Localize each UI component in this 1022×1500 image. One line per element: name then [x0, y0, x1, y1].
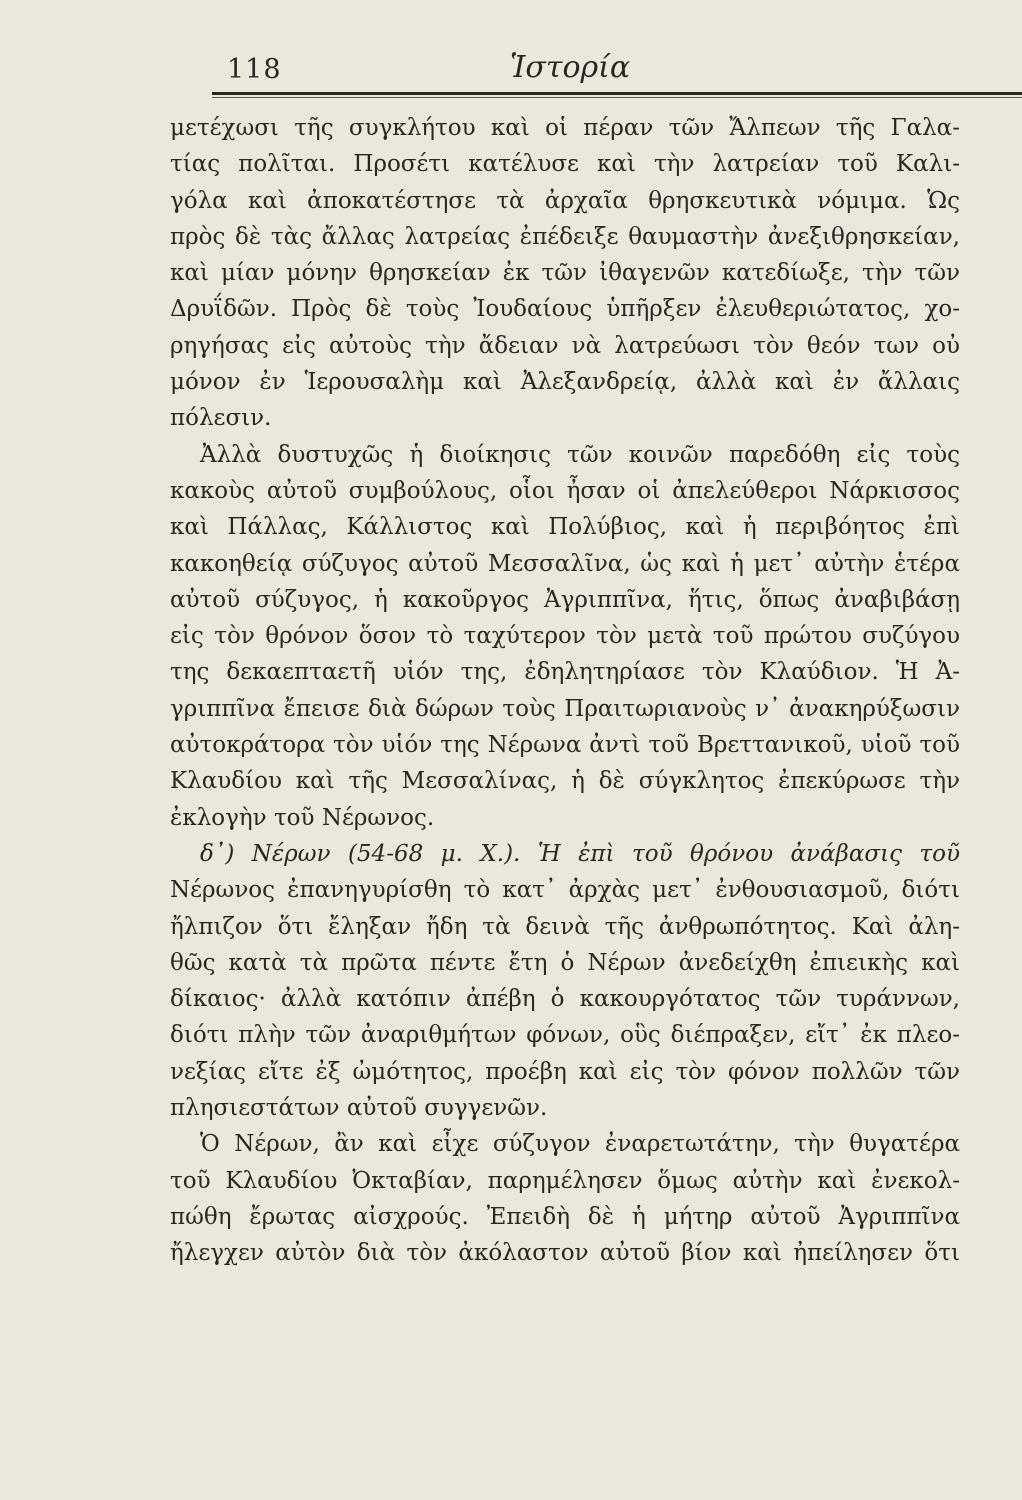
- text-line: γόλα καὶ ἀποκατέστησε τὰ ἀρχαῖα θρησκευτικὰ νόμιμα. Ὡς: [170, 187, 960, 214]
- text-line: Κλαυδίου καὶ τῆς Μεσσαλίνας, ἡ δὲ σύγκλητος ἐπεκύρωσε τὴν: [170, 768, 960, 795]
- paragraph-start: Ἀλλὰ δυστυχῶς ἡ διοίκησις τῶν κοινῶν παρεδόθη εἰς τοὺς: [200, 441, 960, 468]
- text-line: εἰς τὸν θρόνον ὅσον τὸ ταχύτερον τὸν μετὰ τοῦ πρώτου συζύγου: [170, 623, 960, 650]
- text-line: αὐτοῦ σύζυγος, ἡ κακοῦργος Ἀγριππῖνα, ἥτις, ὅπως ἀναβιβάσῃ: [170, 586, 960, 613]
- text-line: πόλεσιν.: [170, 405, 272, 432]
- section-heading-nero: δ᾽) Νέρων (54-68 μ. Χ.). Ἡ ἐπὶ τοῦ θρόνου ἀνάβασις τοῦ: [200, 840, 960, 867]
- text-line: θῶς κατὰ τὰ πρῶτα πέντε ἔτη ὁ Νέρων ἀνεδείχθη ἐπιεικὴς καὶ: [170, 949, 960, 976]
- text-line: τίας πολῖται. Προσέτι κατέλυσε καὶ τὴν λατρείαν τοῦ Καλι-: [170, 151, 960, 178]
- header-rule-thin: [212, 97, 1022, 98]
- text-line: διότι πλὴν τῶν ἀναριθμήτων φόνων, οὓς διέπραξεν, εἴτ᾽ ἐκ πλεο-: [170, 1022, 960, 1049]
- text-line: πλησιεστάτων αὐτοῦ συγγενῶν.: [170, 1095, 548, 1122]
- text-line: τοῦ Κλαυδίου Ὀκταβίαν, παρημέλησεν ὅμως αὐτὴν καὶ ἐνεκολ-: [170, 1167, 960, 1194]
- text-line: κακοηθείᾳ σύζυγος αὐτοῦ Μεσσαλῖνα, ὡς καὶ ἡ μετ᾽ αὐτὴν ἑτέρα: [170, 550, 960, 577]
- header-rule: [212, 92, 1022, 95]
- paragraph-start: Ὁ Νέρων, ἂν καὶ εἶχε σύζυγον ἐναρετωτάτην, τὴν θυγατέρα: [200, 1131, 960, 1158]
- page-header: [160, 36, 950, 96]
- text-line: πώθη ἔρωτας αἰσχρούς. Ἐπειδὴ δὲ ἡ μήτηρ αὐτοῦ Ἀγριππῖνα: [170, 1203, 960, 1230]
- text-line: ἤλεγχεν αὐτὸν διὰ τὸν ἀκόλαστον αὐτοῦ βίον καὶ ἠπείλησεν ὅτι: [170, 1240, 960, 1267]
- text-line: καὶ μίαν μόνην θρησκείαν ἐκ τῶν ἰθαγενῶν κατεδίωξε, τὴν τῶν: [170, 260, 960, 287]
- text-line: Νέρωνος ἐπανηγυρίσθη τὸ κατ᾽ ἀρχὰς μετ᾽ ἐνθουσιασμοῦ, διότι: [170, 877, 960, 904]
- text-line: καὶ Πάλλας, Κάλλιστος καὶ Πολύβιος, καὶ ἡ περιβόητος ἐπὶ: [170, 514, 960, 541]
- text-line: μετέχωσι τῆς συγκλήτου καὶ οἱ πέραν τῶν Ἄλπεων τῆς Γαλα-: [170, 115, 960, 141]
- text-line: ἐκλογὴν τοῦ Νέρωνος.: [170, 804, 435, 831]
- text-line: νεξίας εἴτε ἐξ ὠμότητος, προέβη καὶ εἰς τὸν φόνον πολλῶν τῶν: [170, 1058, 960, 1085]
- running-title: Ἱστορία: [510, 50, 631, 85]
- text-line: γριππῖνα ἔπεισε διὰ δώρων τοὺς Πραιτωριανοὺς ν᾽ ἀνακηρύξωσιν: [170, 695, 960, 722]
- text-line: ἤλπιζον ὅτι ἔληξαν ἤδη τὰ δεινὰ τῆς ἀνθρωπότητος. Καὶ ἀλη-: [170, 913, 960, 940]
- text-line: μόνον ἐν Ἱερουσαλὴμ καὶ Ἀλεξανδρείᾳ, ἀλλὰ καὶ ἐν ἄλλαις: [170, 369, 960, 396]
- text-line: κακοὺς αὐτοῦ συμβούλους, οἷοι ἦσαν οἱ ἀπελεύθεροι Νάρκισσος: [170, 477, 960, 504]
- text-line: πρὸς δὲ τὰς ἄλλας λατρείας ἐπέδειξε θαυμαστὴν ἀνεξιθρησκείαν,: [170, 223, 960, 250]
- body-text: [170, 110, 960, 1272]
- text-line: της δεκαεπταετῆ υἱόν της, ἐδηλητηρίασε τὸν Κλαύδιον. Ἡ Ἀ-: [170, 659, 960, 686]
- page-number: 118: [227, 54, 282, 85]
- text-line: Δρυΐδῶν. Πρὸς δὲ τοὺς Ἰουδαίους ὑπῆρξεν ἐλευθεριώτατος, χο-: [170, 296, 960, 323]
- text-line: αὐτοκράτορα τὸν υἱόν της Νέρωνα ἀντὶ τοῦ Βρεττανικοῦ, υἱοῦ τοῦ: [170, 732, 960, 759]
- text-line: δίκαιος· ἀλλὰ κατόπιν ἀπέβη ὁ κακουργότατος τῶν τυράννων,: [170, 986, 960, 1013]
- text-line: ρηγήσας εἰς αὐτοὺς τὴν ἄδειαν νὰ λατρεύωσι τὸν θεόν των οὐ: [170, 332, 960, 359]
